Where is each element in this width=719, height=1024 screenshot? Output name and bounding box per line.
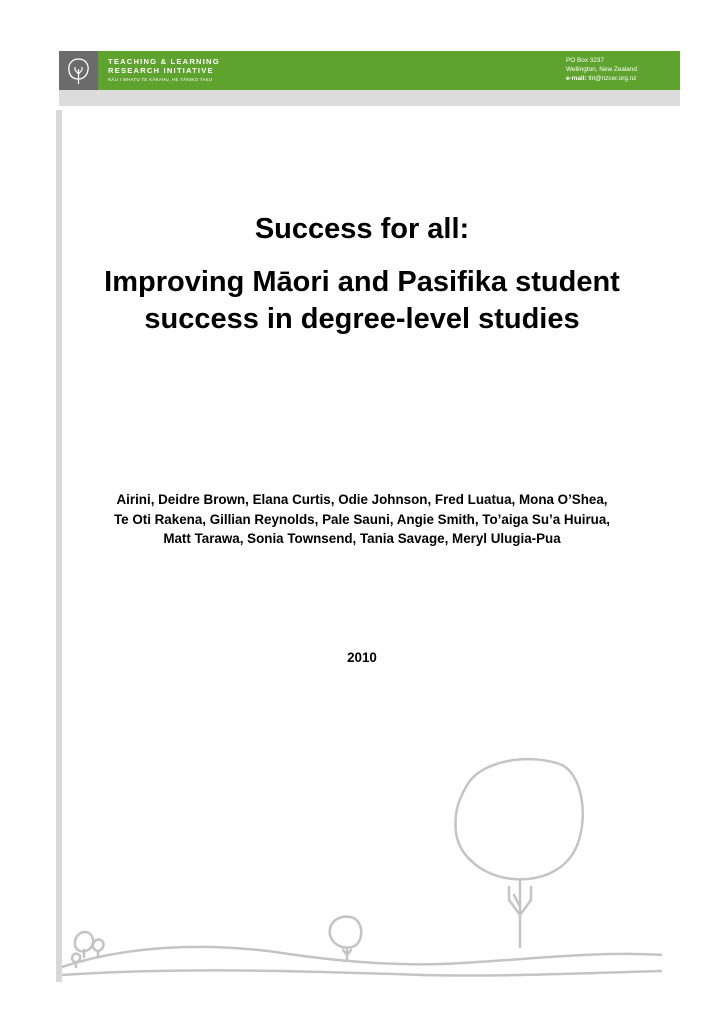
authors-list <box>62 490 662 549</box>
org-name-line2: RESEARCH INITIATIVE <box>108 66 214 75</box>
org-tagline: NĀU I WHATU TE KĀKAHU, HE TĀNIKO TAKU <box>108 77 213 82</box>
title-line1: Success for all: <box>254 213 470 245</box>
contact-block <box>566 56 637 83</box>
subtitle <box>62 264 662 338</box>
authors-line2: Te Oti Rakena, Gillian Reynolds, Pale Sauni, Angie Smith, To’aiga Su’a Huirua, <box>113 511 611 527</box>
email-line <box>566 74 637 83</box>
header-bar <box>59 51 680 90</box>
authors-line3: Matt Tarawa, Sonia Townsend, Tania Savage, Meryl Ulugia-Pua <box>163 531 561 546</box>
org-name <box>108 57 220 82</box>
subtitle-line1: Improving Māori and Pasifika student <box>104 266 620 298</box>
publication-year: 2010 <box>347 650 377 665</box>
email-address[interactable]: tlri@nzcer.org.nz <box>588 75 637 82</box>
address-line2: Wellington, New Zealand <box>566 66 637 73</box>
authors-line1: Airini, Deidre Brown, Elana Curtis, Odie Johnson, Fred Luatua, Mona O’Shea, <box>116 492 608 507</box>
org-name-line1: TEACHING & LEARNING <box>108 57 220 66</box>
tree-landscape-illustration <box>62 745 662 990</box>
header-grey-band <box>59 90 680 106</box>
tree-logo-icon <box>59 51 98 90</box>
subtitle-line2: success in degree-level studies <box>144 303 580 335</box>
address-line1: PO Box 3237 <box>566 57 605 64</box>
email-label: e-mail: <box>566 75 587 82</box>
